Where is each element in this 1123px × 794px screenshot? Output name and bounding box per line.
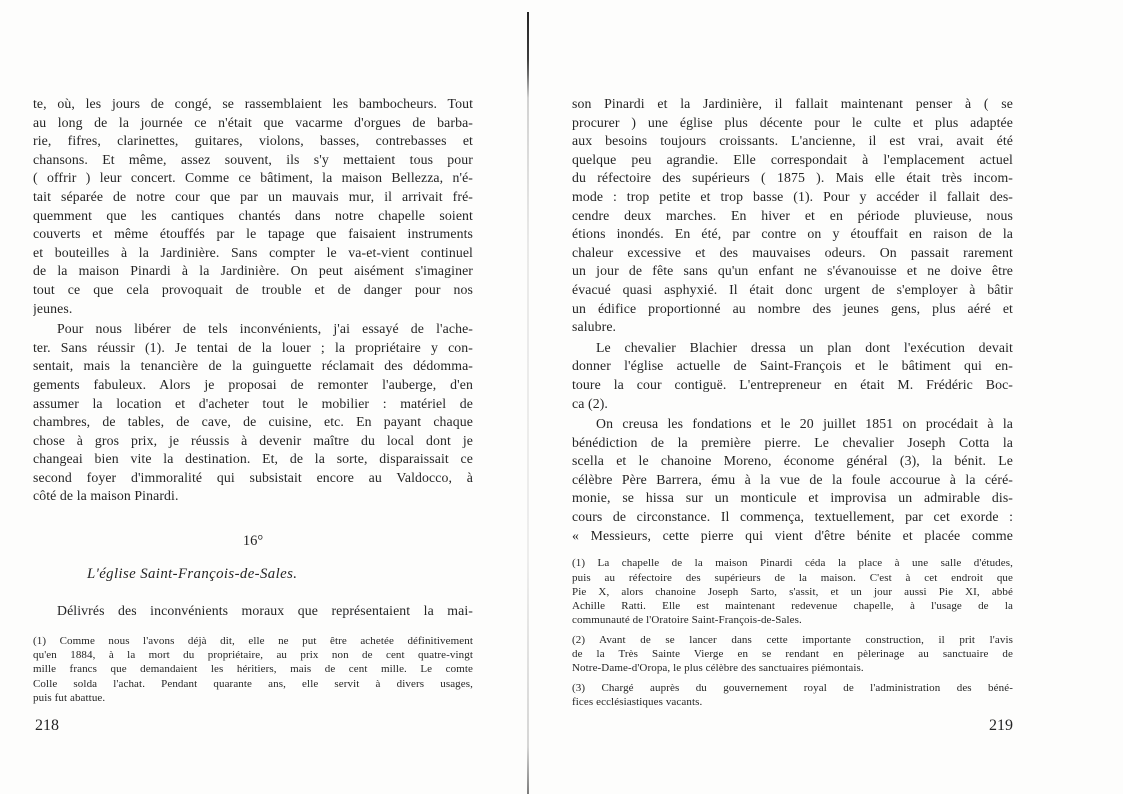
left-paragraph-1 bbox=[33, 95, 473, 318]
footnote-1 bbox=[33, 634, 473, 705]
text-line: du réfectoire des supérieurs ( 1875 ). Mais elle était très incom- bbox=[572, 170, 1013, 186]
text-line: monie, se hissa sur un monticule et improvisa un admirable dis- bbox=[572, 490, 1013, 506]
footnote-1 bbox=[572, 556, 1013, 627]
text-line: et bouteilles à la Jardinière. Sans compter le va-et-vient continuel bbox=[33, 244, 473, 260]
right-paragraph-3 bbox=[572, 415, 1013, 545]
text-line: On creusa les fondations et le 20 juillet 1851 on procédait à la bbox=[596, 416, 1013, 432]
footnote-3 bbox=[572, 681, 1013, 710]
text-line: procurer ) une église plus décente pour le culte et plus adaptée bbox=[572, 114, 1013, 130]
text-line: quemment que les cantiques chantés dans notre chapelle soient bbox=[33, 207, 473, 223]
text-line: étions inondés. En été, par contre on y étouffait en raison de la bbox=[572, 226, 1013, 242]
text-line: Pour nous libérer de tels inconvénients, j'ai essayé de l'ache- bbox=[57, 321, 473, 337]
page-number-right: 219 bbox=[989, 717, 1013, 734]
text-line: un édifice proportionné au nombre des jeunes gens, plus aéré et bbox=[572, 300, 1013, 316]
text-line: son Pinardi et la Jardinière, il fallait maintenant penser à ( se bbox=[572, 96, 1013, 111]
text-line: jeunes. bbox=[33, 300, 73, 316]
text-line: évacué quasi asphyxié. Il était donc urgent de s'employer à bâtir bbox=[572, 281, 1013, 297]
text-line: de la maison Pinardi à la Jardinière. On peut aisément s'imaginer bbox=[33, 263, 473, 279]
text-line: bénédiction de la première pierre. Le chevalier Joseph Cotta la bbox=[572, 434, 1013, 450]
text-line: (3) Chargé auprès du gouvernement royal de l'administration des béné- bbox=[572, 681, 1013, 694]
left-footnotes bbox=[33, 634, 473, 705]
text-line: communauté de l'Oratoire Saint-François-de-Sales. bbox=[572, 614, 802, 627]
text-line: second foyer d'immoralité qui subsistait encore au Valdocco, à bbox=[33, 469, 473, 485]
text-line: Délivrés des inconvénients moraux que représentaient la mai- bbox=[57, 603, 473, 619]
footnote-2 bbox=[572, 633, 1013, 676]
text-line: tout ce que cela provoquait de trouble et de danger pour nos bbox=[33, 281, 473, 297]
text-line: Le chevalier Blachier dressa un plan dont l'exécution devait bbox=[596, 339, 1013, 355]
text-line: tait séparée de notre cour que par un mauvais mur, il arrivait fré- bbox=[33, 188, 473, 204]
text-line: chansons. Et même, assez souvent, ils s'y mettaient tous pour bbox=[33, 151, 473, 167]
text-line: changeai bien vite la destination. Et, de la sorte, disparaissait ce bbox=[33, 451, 473, 467]
text-line: fices ecclésiastiques vacants. bbox=[572, 695, 703, 708]
text-line: chaleur excessive et des mauvaises odeurs. On passait rarement bbox=[572, 244, 1013, 260]
left-paragraph-2 bbox=[33, 320, 473, 506]
text-line: (1) Comme nous l'avons déjà dit, elle ne put être achetée définitivement bbox=[33, 634, 473, 647]
text-line: ca (2). bbox=[572, 395, 608, 411]
text-line: célèbre Père Barrera, ému à la vue de la foule accourue à la céré- bbox=[572, 471, 1013, 487]
right-footnotes bbox=[572, 556, 1013, 709]
text-line: ( offrir ) leur concert. Comme ce bâtiment, la maison Bellezza, n'é- bbox=[33, 170, 473, 186]
text-line: qu'en 1884, à la mort du propriétaire, au prix non de cent quatre-vingt bbox=[33, 648, 473, 661]
text-line: côté de la maison Pinardi. bbox=[33, 488, 179, 504]
right-paragraph-1 bbox=[572, 95, 1013, 337]
text-line: au long de la journée ce n'était que vacarme d'orgues de barba- bbox=[33, 114, 473, 130]
text-line: salubre. bbox=[572, 319, 617, 335]
text-line: « Messieurs, cette pierre qui vient d'être bénite et placée comme bbox=[572, 527, 1013, 543]
text-line: puis fut abattue. bbox=[33, 691, 106, 704]
text-line: cours de circonstance. Il commença, textuellement, par cet exorde : bbox=[572, 509, 1013, 525]
text-line: cendre deux marches. En hiver et en période pluvieuse, nous bbox=[572, 207, 1013, 223]
text-line: quelque peu agrandie. Elle correspondait à l'emplacement actuel bbox=[572, 151, 1013, 167]
text-line: toure la cour contiguë. L'entrepreneur en était M. Frédéric Boc- bbox=[572, 376, 1013, 392]
left-paragraph-3 bbox=[33, 602, 473, 621]
text-line: Notre-Dame-d'Oropa, le plus célèbre des sanctuaires piémontais. bbox=[572, 662, 864, 675]
text-line: ter. Sans réussir (1). Je tentai de la louer ; la propriétaire y con- bbox=[33, 339, 473, 355]
text-line: Achille Ratti. Elle est maintenant redevenue chapelle, à l'usage de la bbox=[572, 600, 1013, 613]
text-line: (2) Avant de se lancer dans cette importante construction, il prit l'avis bbox=[572, 633, 1013, 646]
text-line: mode : trop petite et trop basse (1). Pour y accéder il fallait des- bbox=[572, 188, 1013, 204]
text-line: gements fabuleux. Alors je proposai de remonter l'auberge, d'en bbox=[33, 376, 473, 392]
page-number-left: 218 bbox=[35, 717, 59, 734]
text-line: sentait, mais la tenancière de la guinguette réclamait des dédomma- bbox=[33, 358, 473, 374]
section-number-heading: 16° bbox=[242, 533, 264, 550]
page-left bbox=[33, 95, 473, 705]
page-right bbox=[572, 95, 1013, 709]
text-line: puis au réfectoire des supérieurs de la maison. C'est à cet endroit que bbox=[572, 571, 1013, 584]
text-line: rie, fifres, clarinettes, guitares, violons, basses, contrebasses et bbox=[33, 133, 473, 149]
text-line: scella et le chanoine Moreno, économe général (3), la bénit. Le bbox=[572, 453, 1013, 469]
text-line: chambres, de tables, de cave, de cuisine, etc. En payant chaque bbox=[33, 414, 473, 430]
section-title-heading: L'église Saint-François-de-Sales. bbox=[87, 566, 298, 583]
text-line: Pie X, alors chanoine Joseph Sarto, s'assit, et un jour aussi Pie XI, abbé bbox=[572, 585, 1013, 598]
text-line: mille francs que demandaient les héritiers, mais de cent mille. Le comte bbox=[33, 663, 473, 676]
text-line: assumer la location et d'acheter tout le mobilier : matériel de bbox=[33, 395, 473, 411]
binding-gutter-shadow bbox=[527, 12, 529, 794]
text-line: chose à gros prix, je réussis à devenir maître du local dont je bbox=[33, 432, 473, 448]
text-line: Colle solda l'achat. Pendant quarante ans, elle servit à divers usages, bbox=[33, 677, 473, 690]
text-line: couverts et même étouffés par le tapage que faisaient instruments bbox=[33, 226, 473, 242]
text-line: de la Très Sainte Vierge en se rendant en pèlerinage au sanctuaire de bbox=[572, 648, 1013, 661]
text-line: donner l'église actuelle de Saint-François et le bâtiment qui en- bbox=[572, 358, 1013, 374]
text-line: aux besoins toujours croissants. L'ancienne, il est vrai, avait été bbox=[572, 133, 1013, 149]
text-line: te, où, les jours de congé, se rassemblaient les bambocheurs. Tout bbox=[33, 96, 473, 111]
right-paragraph-2 bbox=[572, 339, 1013, 413]
text-line: (1) La chapelle de la maison Pinardi céda la place à une salle d'études, bbox=[572, 557, 1013, 570]
text-line: un jour de fête sans qu'un enfant ne s'évanouisse et ne doive être bbox=[572, 263, 1013, 279]
